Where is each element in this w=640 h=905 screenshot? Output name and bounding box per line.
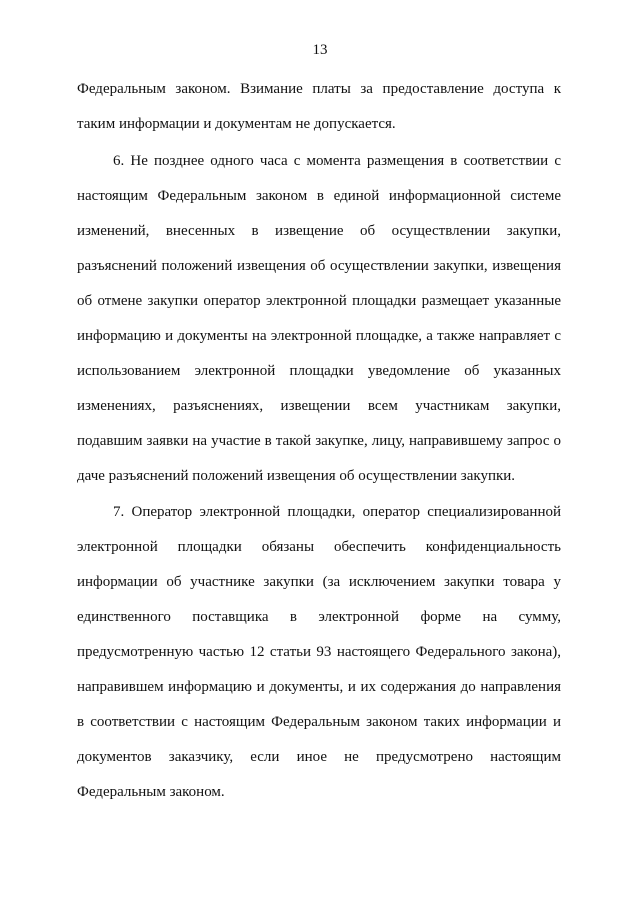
text-line: предусмотренную частью 12 статьи 93 настоящего Федерального закона), xyxy=(77,644,561,660)
text-line: информацию и документы на электронной площадке, а также направляет с xyxy=(77,328,561,344)
text-line: единственного поставщика в электронной форме на сумму, xyxy=(77,609,561,625)
text-line: настоящим Федеральным законом в единой информационной системе xyxy=(77,188,561,204)
text-line: направившем информацию и документы, и их содержания до направления xyxy=(77,679,561,695)
text-line: Федеральным законом. xyxy=(77,784,225,800)
text-line: даче разъяснений положений извещения об осуществлении закупки. xyxy=(77,468,516,484)
text-line: изменениях, разъяснениях, извещении всем участникам закупки, xyxy=(77,398,561,414)
text-line: электронной площадки обязаны обеспечить конфиденциальность xyxy=(77,539,561,555)
text-line: об отмене закупки оператор электронной площадки размещает указанные xyxy=(77,293,561,309)
text-line: использованием электронной площадки уведомление об указанных xyxy=(77,363,561,379)
text-line: разъяснений положений извещения об осуществлении закупки, извещения xyxy=(77,258,561,274)
text-line: таким информации и документам не допускается. xyxy=(77,116,396,132)
text-line: в соответствии с настоящим Федеральным законом таких информации и xyxy=(77,714,561,730)
paragraph-7-first-line: 7. Оператор электронной площадки, оператор специализированной xyxy=(113,504,561,520)
paragraph-6-first-line: 6. Не позднее одного часа с момента размещения в соответствии с xyxy=(113,153,561,169)
text-line: документов заказчику, если иное не предусмотрено настоящим xyxy=(77,749,561,765)
text-line: информации об участнике закупки (за исключением закупки товара у xyxy=(77,574,561,590)
text-line: Федеральным законом. Взимание платы за предоставление доступа к xyxy=(77,81,561,97)
page-number: 13 xyxy=(312,42,328,58)
text-line: подавшим заявки на участие в такой закупке, лицу, направившему запрос о xyxy=(77,433,561,449)
text-line: изменений, внесенных в извещение об осуществлении закупки, xyxy=(77,223,561,239)
